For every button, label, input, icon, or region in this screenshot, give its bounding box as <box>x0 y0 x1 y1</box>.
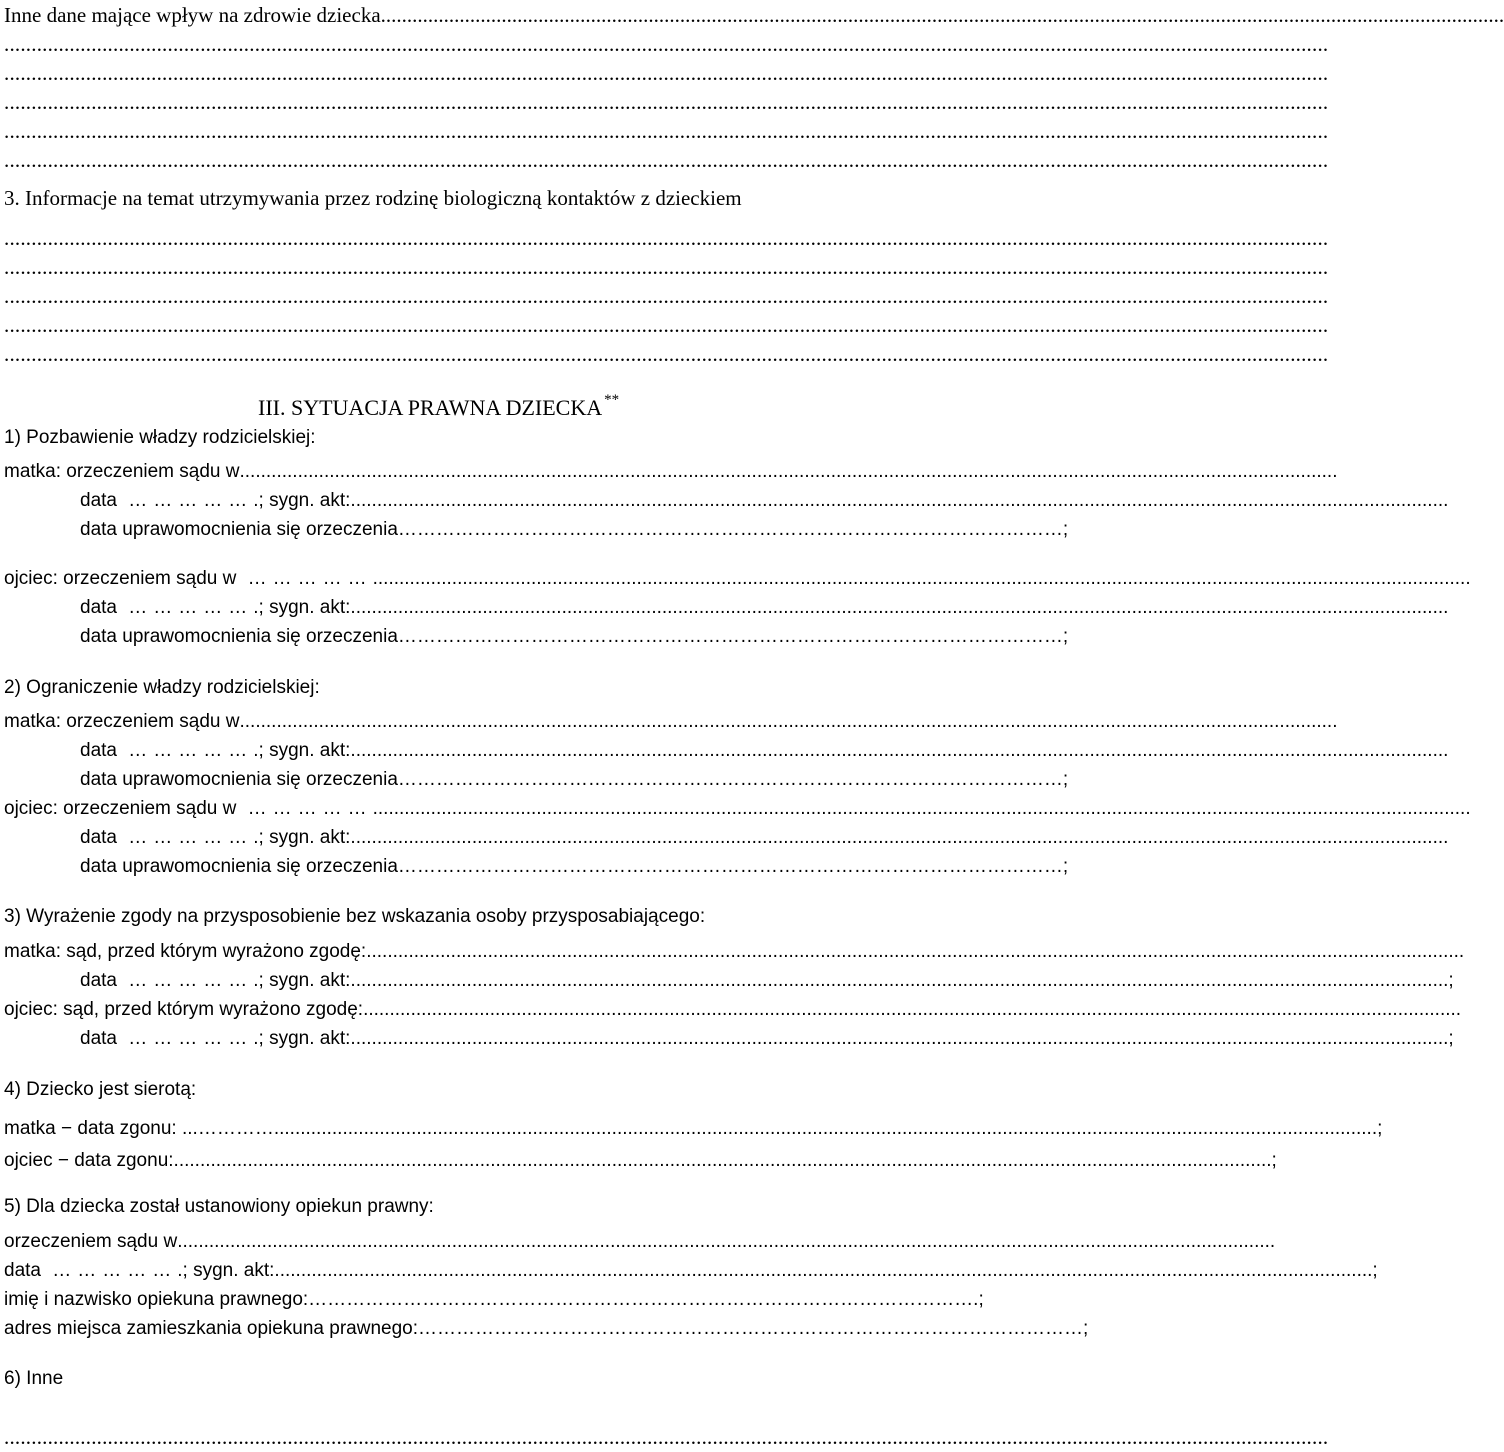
sygn-label: .; sygn. akt: <box>253 827 351 848</box>
data-label: data <box>80 740 117 761</box>
footnote-marker: ** <box>604 392 620 408</box>
dotted-line: ................................................................................................................................................................................................................................................... <box>4 61 1329 85</box>
ojciec-death-label: ojciec − data zgonu: <box>4 1150 174 1171</box>
s5-name-line <box>4 1287 984 1313</box>
sygn-label: .; sygn. akt: <box>253 597 351 618</box>
uprawom-label: data uprawomocnienia się orzeczenia <box>80 626 398 647</box>
dotted-fill: ................................................................................................................................................................................................................ <box>239 461 1338 482</box>
health-label: Inne dane mające wpływ na zdrowie dziecka <box>4 3 381 27</box>
s3-ojciec-line <box>4 997 1462 1023</box>
court-label: orzeczeniem sądu w <box>4 1231 178 1252</box>
semicolon: ; <box>1062 519 1069 540</box>
semicolon: ; <box>1377 1118 1383 1139</box>
ojciec-consent-label: ojciec: sąd, przed którym wyrażono zgodę: <box>4 999 364 1020</box>
uprawom-label: data uprawomocnienia się orzeczenia <box>80 519 398 540</box>
s5-title: 5) Dla dziecka został ustanowiony opiekun prawny: <box>4 1196 434 1217</box>
data-label: data <box>80 490 117 511</box>
sygn-label: .; sygn. akt: <box>253 1028 351 1049</box>
dotted-line: ................................................................................................................................................................................................................................................... <box>4 313 1329 337</box>
data-label: data <box>4 1260 41 1281</box>
data-label: data <box>80 597 117 618</box>
s1-title: 1) Pozbawienie władzy rodzicielskiej: <box>4 427 316 448</box>
s2-matka-data-line: data …………… .; sygn. akt: ................................................................................................................................................................................................................ <box>80 738 952 764</box>
s6-title: 6) Inne <box>4 1368 64 1389</box>
dotted-fill: ................................................................................................................................................................................................................ <box>372 798 1471 819</box>
s1-matka-uprawom-line <box>80 517 1069 543</box>
s2-matka-uprawom-line <box>80 767 1069 793</box>
s5-data-line: data …………… .; sygn. akt: ................................................................................................................................................................................................................ ; <box>4 1258 952 1284</box>
dotted-fill: ................................................................................................................................................................................................................ <box>173 1150 1272 1171</box>
dotted-fill: ................................................................................................................................................................................................................ <box>239 711 1338 732</box>
dotted-line: ................................................................................................................................................................................................................................................... <box>4 119 1329 143</box>
ojciec-court-label: ojciec: orzeczeniem sądu w <box>4 568 237 589</box>
dotted-fill: ................................................................................................................................................................................................................ <box>350 597 1449 618</box>
s3-ojciec-data-line: data …………… .; sygn. akt: ................................................................................................................................................................................................................ ; <box>80 1026 952 1052</box>
s4-ojciec-line <box>4 1148 1277 1174</box>
semicolon: ; <box>1083 1318 1089 1339</box>
dotted-fill: ................................................................................................................................................................................................................ <box>350 1028 1449 1049</box>
data-label: data <box>80 1028 117 1049</box>
guardian-name-label: imię i nazwisko opiekuna prawnego: <box>4 1289 309 1310</box>
s2-ojciec-uprawom-line <box>80 854 1069 880</box>
semicolon: ; <box>1062 626 1069 647</box>
s4-title: 4) Dziecko jest sierotą: <box>4 1079 197 1100</box>
s3-matka-line <box>4 939 1465 965</box>
sygn-label: .; sygn. akt: <box>253 970 351 991</box>
s4-matka-line: matka − data zgonu: ...…………. ................................................................................................................................................................................................................ ; <box>4 1116 944 1142</box>
dotted-line: ................................................................................................................................................................................................................................................... <box>4 226 1329 250</box>
ellipsis-fill: …………………………………………………………………………………………… <box>308 1289 974 1310</box>
ellipsis-fill: …………………………………………………………………………………………… <box>418 1318 1084 1339</box>
s1-ojciec-line: ojciec: orzeczeniem sądu w …………… ................................................................................................................................................................................................................ <box>4 566 952 592</box>
dotted-line: ................................................................................................................................................................................................................................................... <box>4 148 1329 172</box>
dotted-fill: ................................................................................................................................................................................................................ <box>350 490 1449 511</box>
s1-ojciec-uprawom-line <box>80 624 1069 650</box>
s5-address-line <box>4 1316 1089 1342</box>
semicolon: ; <box>1448 970 1454 991</box>
ellipsis-fill: …………………………………………………………………………………………… <box>397 519 1063 540</box>
dotted-fill: ................................................................................................................................................................................................................ <box>274 1260 1373 1281</box>
semicolon: ; <box>1062 769 1069 790</box>
semicolon: ; <box>1372 1260 1378 1281</box>
semicolon: ; <box>1448 1028 1454 1049</box>
s1-ojciec-data-line: data …………… .; sygn. akt: ................................................................................................................................................................................................................ <box>80 595 952 621</box>
dotted-fill: ................................................................................................................................................................................................................ <box>350 970 1449 991</box>
matka-court-label: matka: orzeczeniem sądu w <box>4 461 240 482</box>
sygn-label: .; sygn. akt: <box>253 740 351 761</box>
s2-ojciec-data-line: data …………… .; sygn. akt: ................................................................................................................................................................................................................ <box>80 825 952 851</box>
section-heading <box>258 386 619 422</box>
ellipsis-fill: …………………………………………………………………………………………… <box>397 626 1063 647</box>
s2-matka-line <box>4 709 1338 735</box>
dotted-fill: ................................................................................................................................................................................................................ <box>350 827 1449 848</box>
matka-consent-label: matka: sąd, przed którym wyrażono zgodę: <box>4 941 367 962</box>
s5-court-line <box>4 1229 1276 1255</box>
s1-matka-line <box>4 459 1338 485</box>
dotted-line: ................................................................................................................................................................................................................................................... <box>4 32 1329 56</box>
ojciec-court-label: ojciec: orzeczeniem sądu w <box>4 798 237 819</box>
data-label: data <box>80 827 117 848</box>
dotted-line: ................................................................................................................................................................................................................................................... <box>4 284 1329 308</box>
uprawom-label: data uprawomocnienia się orzeczenia <box>80 769 398 790</box>
dotted-line: ................................................................................................................................................................................................................................................... <box>4 90 1329 114</box>
s2-title: 2) Ograniczenie władzy rodzicielskiej: <box>4 677 320 698</box>
dotted-fill: ................................................................................................................................................................................................................ <box>363 999 1462 1020</box>
dotted-fill: ................................................................................................................................................................................................................ <box>279 1118 1378 1139</box>
semicolon: ; <box>1271 1150 1277 1171</box>
sygn-label: .; sygn. akt: <box>177 1260 275 1281</box>
health-line <box>4 2 1504 28</box>
matka-court-label: matka: orzeczeniem sądu w <box>4 711 240 732</box>
s2-ojciec-line: ojciec: orzeczeniem sądu w …………… ................................................................................................................................................................................................................ <box>4 796 952 822</box>
contacts-label: 3. Informacje na temat utrzymywania przez rodzinę biologiczną kontaktów z dzieckiem <box>4 186 742 210</box>
matka-death-label: matka − data zgonu: <box>4 1118 177 1139</box>
ellipsis-fill: …………………………………………………………………………………………… <box>397 769 1063 790</box>
data-label: data <box>80 970 117 991</box>
dotted-line: ................................................................................................................................................................................................................................................... <box>4 255 1329 279</box>
dotted-fill: ...................................................................................................................................................................................................................... <box>380 3 1504 27</box>
dotted-fill: ................................................................................................................................................................................................................ <box>177 1231 1276 1252</box>
dotted-fill: ................................................................................................................................................................................................................ <box>350 740 1449 761</box>
dotted-fill: ................................................................................................................................................................................................................ <box>366 941 1465 962</box>
dotted-line: ................................................................................................................................................................................................................................................... <box>4 1425 1329 1449</box>
sygn-label: .; sygn. akt: <box>253 490 351 511</box>
uprawom-label: data uprawomocnienia się orzeczenia <box>80 856 398 877</box>
semicolon: ; <box>1062 856 1069 877</box>
dotted-line: ................................................................................................................................................................................................................................................... <box>4 342 1329 366</box>
section-title: III. SYTUACJA PRAWNA DZIECKA <box>258 395 603 420</box>
ellipsis-fill: …………………………………………………………………………………………… <box>397 856 1063 877</box>
dotted-fill: ................................................................................................................................................................................................................ <box>372 568 1471 589</box>
guardian-address-label: adres miejsca zamieszkania opiekuna prawnego: <box>4 1318 419 1339</box>
dot-semicolon: .; <box>973 1289 984 1310</box>
s3-title: 3) Wyrażenie zgody na przysposobienie bez wskazania osoby przysposabiającego: <box>4 906 706 927</box>
s1-matka-data-line: data …………… .; sygn. akt: ................................................................................................................................................................................................................ <box>80 488 952 514</box>
s3-matka-data-line: data …………… .; sygn. akt: ................................................................................................................................................................................................................ ; <box>80 968 952 994</box>
